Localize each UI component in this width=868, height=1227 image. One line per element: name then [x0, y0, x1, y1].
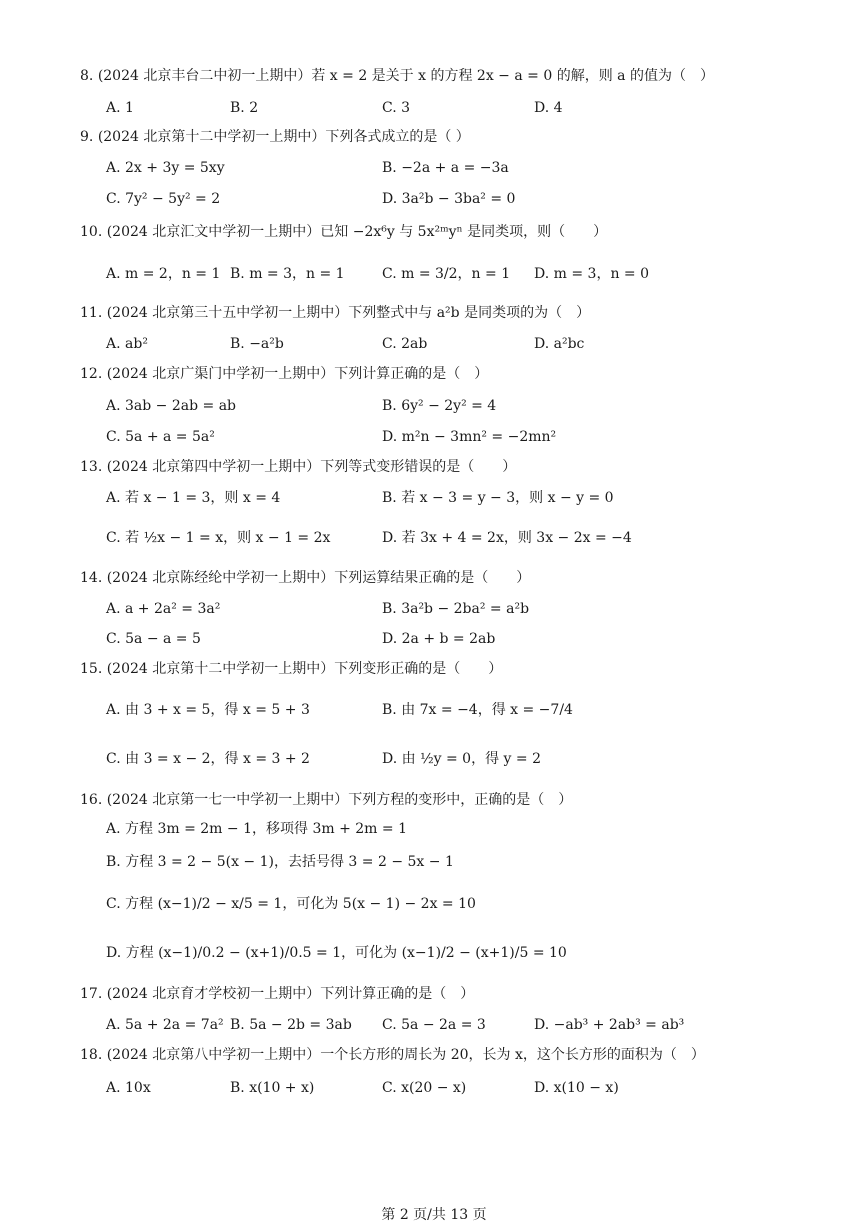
option-d: D. m = 3，n = 0: [534, 266, 649, 282]
option-c: C. 7y² − 5y² = 2: [106, 191, 221, 207]
question-11: [80, 303, 590, 323]
question-number: 17.: [80, 986, 103, 1002]
option-a: A. 方程 3m = 2m − 1，移项得 3m + 2m = 1: [106, 821, 407, 837]
option-d: D. m²n − 3mn² = −2mn²: [382, 429, 557, 445]
question-17: [80, 984, 474, 1004]
option-c: C. 若 ½x − 1 = x，则 x − 1 = 2x: [106, 530, 331, 546]
option-c: C. 2ab: [382, 336, 428, 352]
option-d: D. 由 ½y = 0，得 y = 2: [382, 751, 541, 767]
question-text: (2024 北京育才学校初一上期中）下列计算正确的是（ ）: [106, 986, 475, 1002]
question-text: (2024 北京第四中学初一上期中）下列等式变形错误的是（ ）: [106, 459, 517, 475]
question-number: 18.: [80, 1047, 103, 1063]
option-a: A. a + 2a² = 3a²: [106, 601, 221, 617]
option-d: D. 2a + b = 2ab: [382, 631, 496, 647]
question-18: [80, 1045, 705, 1065]
question-number: 15.: [80, 661, 103, 677]
option-b: B. 3a²b − 2ba² = a²b: [382, 601, 530, 617]
option-a: A. ab²: [106, 336, 148, 352]
option-c: C. 3: [382, 100, 411, 116]
option-d: D. x(10 − x): [534, 1080, 619, 1096]
option-d: D. −ab³ + 2ab³ = ab³: [534, 1017, 685, 1033]
option-a: A. 2x + 3y = 5xy: [106, 160, 225, 176]
question-14: [80, 568, 530, 588]
option-b: B. 由 7x = −4，得 x = −7/4: [382, 702, 573, 718]
option-d: D. 4: [534, 100, 563, 116]
option-d: D. 方程 (x−1)/0.2 − (x+1)/0.5 = 1，可化为 (x−1)/2 − (x+1)/5 = 10: [106, 945, 567, 961]
option-a: A. 由 3 + x = 5，得 x = 5 + 3: [106, 702, 310, 718]
question-text: (2024 北京丰台二中初一上期中）若 x = 2 是关于 x 的方程 2x − a = 0 的解，则 a 的值为（ ）: [97, 68, 714, 84]
option-b: B. −a²b: [230, 336, 284, 352]
question-number: 14.: [80, 570, 103, 586]
question-text: (2024 北京第三十五中学初一上期中）下列整式中与 a²b 是同类项的为（ ）: [106, 305, 591, 321]
question-number: 12.: [80, 366, 103, 382]
question-text: (2024 北京第八中学初一上期中）一个长方形的周长为 20，长为 x，这个长方形的面积为（ ）: [106, 1047, 705, 1063]
question-text: (2024 北京第十二中学初一上期中）下列各式成立的是（ ）: [97, 129, 470, 145]
question-text: (2024 北京陈经纶中学初一上期中）下列运算结果正确的是（ ）: [106, 570, 531, 586]
question-10: [80, 222, 607, 242]
option-b: B. 方程 3 = 2 − 5(x − 1)，去括号得 3 = 2 − 5x − 1: [106, 854, 454, 870]
option-c: C. 由 3 = x − 2，得 x = 3 + 2: [106, 751, 310, 767]
option-b: B. m = 3，n = 1: [230, 266, 345, 282]
question-number: 10.: [80, 224, 103, 240]
option-c: C. 5a − a = 5: [106, 631, 201, 647]
option-c: C. 5a − 2a = 3: [382, 1017, 486, 1033]
option-a: A. 3ab − 2ab = ab: [106, 398, 237, 414]
option-d: D. 若 3x + 4 = 2x，则 3x − 2x = −4: [382, 530, 632, 546]
option-a: A. 若 x − 1 = 3，则 x = 4: [106, 490, 281, 506]
question-number: 9.: [80, 129, 94, 145]
option-b: B. x(10 + x): [230, 1080, 315, 1096]
option-a: A. 5a + 2a = 7a²: [106, 1017, 224, 1033]
question-9: [80, 127, 470, 147]
option-c: C. 方程 (x−1)/2 − x/5 = 1，可化为 5(x − 1) − 2x = 10: [106, 896, 476, 912]
question-text: (2024 北京汇文中学初一上期中）已知 −2x⁶y 与 5x²ᵐyⁿ 是同类项，则（ ）: [106, 224, 608, 240]
question-12: [80, 364, 488, 384]
option-d: D. a²bc: [534, 336, 585, 352]
question-text: (2024 北京广渠门中学初一上期中）下列计算正确的是（ ）: [106, 366, 489, 382]
option-a: A. 10x: [106, 1080, 151, 1096]
option-b: B. 若 x − 3 = y − 3，则 x − y = 0: [382, 490, 614, 506]
question-13: [80, 457, 516, 477]
option-b: B. 2: [230, 100, 259, 116]
question-number: 16.: [80, 792, 103, 808]
question-8: [80, 66, 714, 86]
question-15: [80, 659, 502, 679]
question-number: 13.: [80, 459, 103, 475]
option-c: C. x(20 − x): [382, 1080, 467, 1096]
option-a: A. m = 2，n = 1: [106, 266, 221, 282]
question-16: [80, 790, 572, 810]
option-b: B. 5a − 2b = 3ab: [230, 1017, 352, 1033]
question-text: (2024 北京第十二中学初一上期中）下列变形正确的是（ ）: [106, 661, 503, 677]
page-footer: 第 2 页/共 13 页: [381, 1207, 487, 1223]
question-number: 8.: [80, 68, 94, 84]
question-text: (2024 北京第一七一中学初一上期中）下列方程的变形中，正确的是（ ）: [106, 792, 573, 808]
option-b: B. 6y² − 2y² = 4: [382, 398, 497, 414]
option-a: A. 1: [106, 100, 134, 116]
option-b: B. −2a + a = −3a: [382, 160, 509, 176]
option-c: C. 5a + a = 5a²: [106, 429, 215, 445]
question-number: 11.: [80, 305, 103, 321]
option-d: D. 3a²b − 3ba² = 0: [382, 191, 516, 207]
option-c: C. m = 3/2，n = 1: [382, 266, 511, 282]
